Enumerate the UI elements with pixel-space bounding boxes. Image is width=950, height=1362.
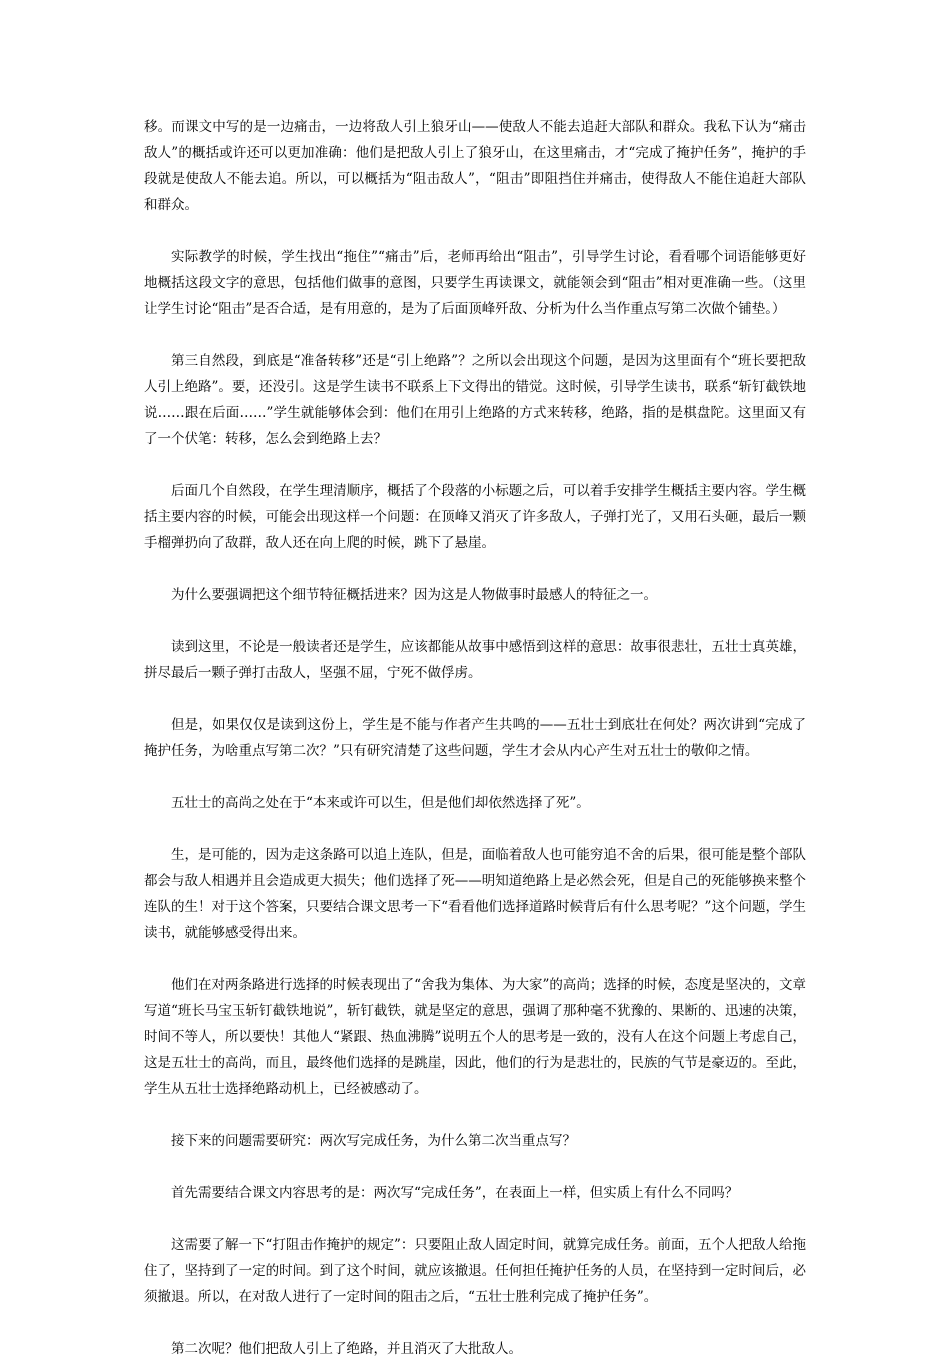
document-body (144, 114, 806, 1362)
paragraph-13: 这需要了解一下“打阻击作掩护的规定”：只要阻止敌人固定时间，就算完成任务。前面，五个人把敌人给拖住了，坚持到了一定的时间。到了这个时间，就应该撤退。任何担任掩护任务的人员，在坚持到一定时间后，必须撤退。所以，在对敌人进行了一定时间的阻击之后，“五壮士胜利完成了掩护任务”。 (144, 1237, 806, 1305)
paragraph-6: 读到这里，不论是一般读者还是学生，应该都能从故事中感悟到这样的意思：故事很悲壮，五壮士真英雄，拼尽最后一颗子弹打击敌人，坚强不屈，宁死不做俘虏。 (144, 639, 806, 681)
paragraph-1: 移。而课文中写的是一边痛击，一边将敌人引上狼牙山——使敌人不能去追赶大部队和群众。我私下认为“痛击敌人”的概括或许还可以更加准确：他们是把敌人引上了狼牙山，在这里痛击，才“完成了掩护任务”，掩护的手段就是使敌人不能去追。所以，可以概括为“阻击敌人”，“阻击”即阻挡住并痛击，使得敌人不能住追赶大部队和群众。 (144, 119, 806, 213)
paragraph-8: 五壮士的高尚之处在于“本来或许可以生，但是他们却依然选择了死”。 (171, 795, 590, 811)
paragraph-10: 他们在对两条路进行选择的时候表现出了“舍我为集体、为大家”的高尚；选择的时候，态度是坚决的，文章写道“班长马宝玉斩钉截铁地说”，斩钉截铁，就是坚定的意思，强调了那种毫不犹豫的、果断的、迅速的决策，时间不等人，所以要快！其他人“紧跟、热血沸腾”说明五个人的思考是一致的，没有人在这个问题上考虑自己，这是五壮士的高尚，而且，最终他们选择的是跳崖，因此，他们的行为是悲壮的，民族的气节是豪迈的。至此，学生从五壮士选择绝路动机上，已经被感动了。 (144, 977, 806, 1097)
paragraph-9: 生，是可能的，因为走这条路可以追上连队，但是，面临着敌人也可能穷追不舍的后果，很可能是整个部队都会与敌人相遇并且会造成更大损失；他们选择了死——明知道绝路上是必然会死，但是自己的死能够换来整个连队的生！对于这个答案，只要结合课文思考一下“看看他们选择道路时候背后有什么思考呢？”这个问题，学生读书，就能够感受得出来。 (144, 847, 806, 941)
paragraph-4: 后面几个自然段，在学生理清顺序，概括了个段落的小标题之后，可以着手安排学生概括主要内容。学生概括主要内容的时候，可能会出现这样一个问题：在顶峰又消灭了许多敌人，子弹打光了，又用石头砸，最后一颗手榴弹扔向了敌群，敌人还在向上爬的时候，跳下了悬崖。 (144, 483, 806, 551)
paragraph-11: 接下来的问题需要研究：两次写完成任务，为什么第二次当重点写？ (171, 1133, 576, 1149)
paragraph-7: 但是，如果仅仅是读到这份上，学生是不能与作者产生共鸣的——五壮士到底壮在何处？两次讲到“完成了掩护任务，为啥重点写第二次？”只有研究清楚了这些问题，学生才会从内心产生对五壮士的敬仰之情。 (144, 717, 806, 759)
paragraph-12: 首先需要结合课文内容思考的是：两次写“完成任务”，在表面上一样，但实质上有什么不同吗？ (171, 1185, 739, 1201)
paragraph-5: 为什么要强调把这个细节特征概括进来？因为这是人物做事时最感人的特征之一。 (171, 587, 657, 603)
paragraph-14: 第二次呢？他们把敌人引上了绝路，并且消灭了大批敌人。 (171, 1341, 522, 1357)
paragraph-3: 第三自然段，到底是“准备转移”还是“引上绝路”？之所以会出现这个问题，是因为这里面有个“班长要把敌人引上绝路”。要，还没引。这是学生读书不联系上下文得出的错觉。这时候，引导学生读书，联系“斩钉截铁地说……跟在后面……”学生就能够体会到：他们在用引上绝路的方式来转移，绝路，指的是棋盘陀。这里面又有了一个伏笔：转移，怎么会到绝路上去？ (144, 353, 806, 447)
paragraph-2: 实际教学的时候，学生找出“拖住”“痛击”后，老师再给出“阻击”，引导学生讨论，看看哪个词语能够更好地概括这段文字的意思，包括他们做事的意图，只要学生再读课文，就能领会到“阻击”相对更准确一些。（这里让学生讨论“阻击”是否合适，是有用意的，是为了后面顶峰歼敌、分析为什么当作重点写第二次做个铺垫。） (144, 249, 806, 317)
